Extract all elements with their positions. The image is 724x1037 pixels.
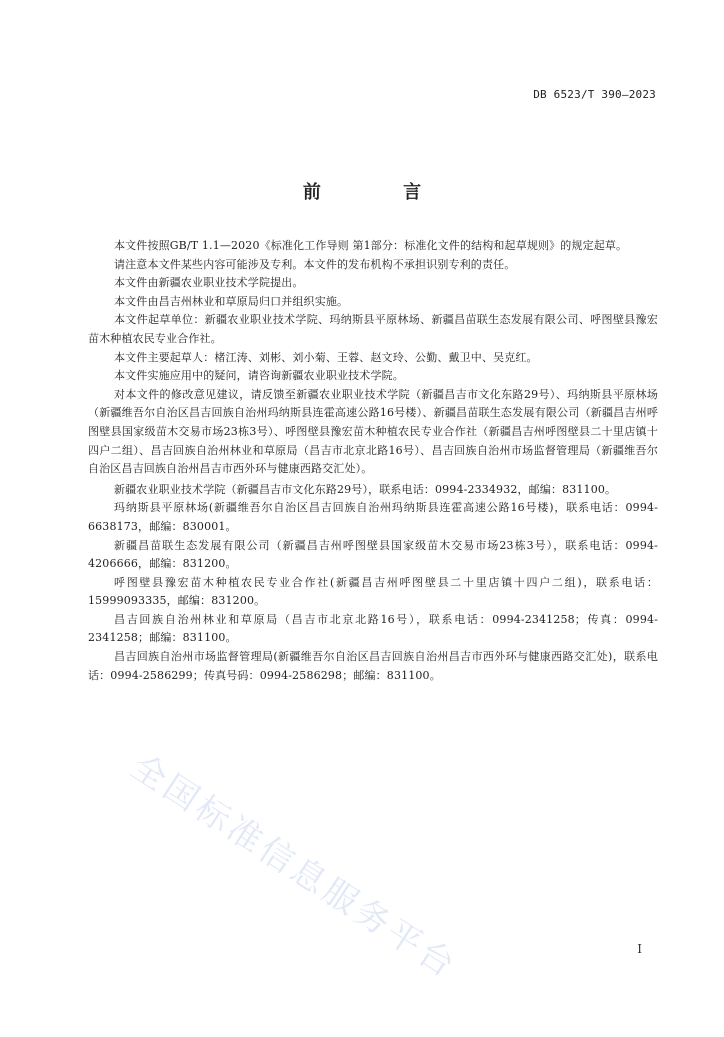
page-number: I (637, 942, 642, 956)
page-title: 前 言 (302, 182, 460, 203)
paragraph: 本文件实施应用中的疑问，请咨询新疆农业职业技术学院。 (114, 369, 404, 383)
contact-entry: 新疆昌苗联生态发展有限公司（新疆昌吉州呼图壁县国家级苗木交易市场23栋3号），联系电话：0994-4206666，邮编：831200。 (88, 538, 658, 571)
paragraph: 本文件由新疆农业职业技术学院提出。 (114, 276, 304, 290)
paragraph: 本文件主要起草人：楮江涛、刘彬、刘小菊、王蓉、赵文玲、公勤、戴卫中、吴克红。 (114, 350, 538, 364)
document-code: DB 6523/T 390—2023 (533, 88, 656, 101)
paragraph: 请注意本文件某些内容可能涉及专利。本文件的发布机构不承担识别专利的责任。 (114, 257, 516, 271)
contact-entry: 玛纳斯县平原林场(新疆维吾尔自治区昌吉回族自治州玛纳斯县连霍高速公路16号楼)，联系电话：0994-6638173，邮编：830001。 (88, 501, 658, 533)
contact-entry: 昌吉回族自治州林业和草原局（昌吉市北京北路16号），联系电话：0994-2341258；传真：0994-2341258；邮编：831100。 (88, 612, 658, 645)
paragraph: 本文件按照GB/T 1.1—2020《标准化工作导则 第1部分：标准化文件的结构和起草规则》的规定起草。 (114, 239, 628, 252)
contact-entry: 呼图壁县豫宏苗木种植农民专业合作社(新疆昌吉州呼图壁县二十里店镇十四户二组)，联系电话：15999093335，邮编：831200。 (88, 575, 658, 608)
foreword-body (88, 237, 658, 685)
contact-entry: 昌吉回族自治州市场监督管理局(新疆维吾尔自治区昌吉回族自治州昌吉市西外环与健康西路交汇处)，联系电话：0994-2586299；传真号码：0994-2586298；邮编：831100。 (88, 650, 658, 682)
paragraph: 对本文件的修改意见建议，请反馈至新疆农业职业技术学院（新疆昌吉市文化东路29号）、玛纳斯县平原林场（新疆维吾尔自治区昌吉回族自治州玛纳斯县连霍高速公路16号楼）、新疆昌苗联生态发展有限公司（新疆昌吉州呼图壁县国家级苗木交易市场23栋3号）、呼图壁县豫宏苗木种植农民专业合作社（新疆昌吉州呼图壁县二十里店镇十四户二组）、昌吉回族自治州林业和草原局（昌吉市北京北路16号）、昌吉回族自治州市场监督管理局（新疆维吾尔自治区昌吉回族自治州昌吉市西外环与健康西路交汇处）。 (88, 387, 658, 476)
contact-entry: 新疆农业职业技术学院（新疆昌吉市文化东路29号），联系电话：0994-2334932，邮编：831100。 (114, 482, 617, 496)
paragraph: 本文件由昌吉州林业和草原局归口并组织实施。 (114, 294, 349, 308)
paragraph: 本文件起草单位：新疆农业职业技术学院、玛纳斯县平原林场、新疆昌苗联生态发展有限公司、呼图壁县豫宏苗木种植农民专业合作社。 (88, 313, 658, 345)
watermark: 全国标准信息服务平台 (123, 746, 465, 988)
